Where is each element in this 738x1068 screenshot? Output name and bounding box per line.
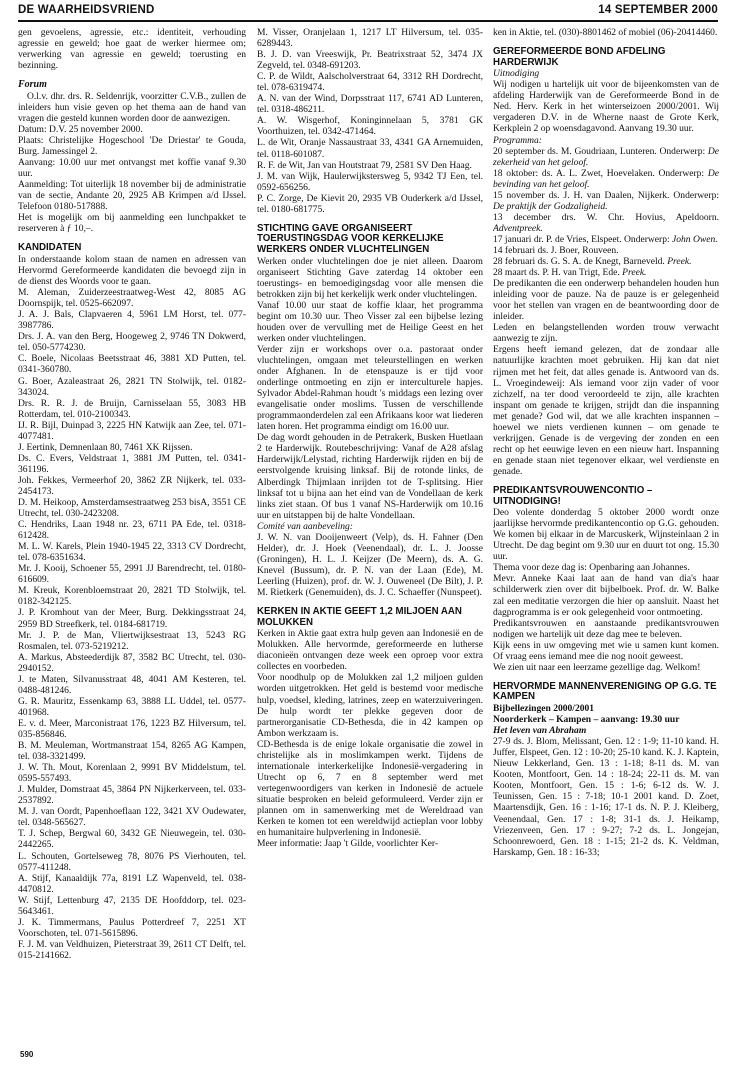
candidate-entry: E. v. d. Meer, Marconistraat 176, 1223 BZ Hilversum, tel. 035-856846.	[18, 717, 246, 740]
candidate-entry: J. K. Timmermans, Paulus Potterdreef 7, 2251 XT Voorschoten, tel. 071-5615896.	[18, 916, 246, 939]
candidate-entry: J. W. Th. Mout, Korenlaan 2, 9991 BV Middelstum, tel. 0595-557493.	[18, 762, 246, 785]
candidate-entry: J. P. Kromhout van der Meer, Burg. Dekkingsstraat 24, 2959 BD Streefkerk, tel. 0184-681719.	[18, 607, 246, 630]
article-paragraph: Leden en belangstellenden worden trouw verwacht aanwezig te zijn.	[493, 322, 719, 345]
candidate-entry: M. Visser, Oranjelaan 1, 1217 LT Hilversum, tel. 035-6289443.	[257, 27, 483, 50]
session-speaker: 20 september ds. M. Goudriaan, Lunteren. Onderwerp:	[493, 145, 708, 157]
session-topic: De zekerheid van het geloof.	[493, 145, 719, 168]
geref-intro: Wij nodigen u hartelijk uit voor de bijeenkomsten van de afdeling Harderwijk van de Gereformeerde Bond in de Ned. Herv. Kerk in het winterseizoen 2000/2001. Wij vergaderen D.V. in de Wherne naast de Grote Kerk, Kerkplein 2 op woensdagavond. Aanvang 19.30 uur.	[493, 79, 719, 135]
article-paragraph: Kijk eens in uw omgeving met wie u samen kunt komen. Of vraag eens iemand mee die nog nooit geweest.	[493, 639, 719, 662]
session-speaker: 17 januari dr. P. de Vries, Elspeet. Onderwerp:	[493, 233, 673, 245]
article-paragraph: Voor noodhulp op de Molukken zal 1,2 miljoen gulden worden uitgetrokken. Het geld is bestemd voor medische hulp, voedsel, kleding, latrines, zeep en waterzuiveringen. De hulp wordt ter plekke gegeven door de partnerorganisatie CD-Bethesda, die in 42 kampen op Ambon werkzaam is.	[257, 672, 483, 739]
session-speaker: 28 februari ds. G. S. A. de Knegt, Barneveld.	[493, 256, 668, 268]
session-topic: Adventpreek.	[493, 222, 543, 234]
candidate-entry: J. Mulder, Domstraat 45, 3864 PN Nijkerkerveen, tel. 033-2537892.	[18, 784, 246, 807]
event-detail-line: Plaats: Christelijke Hogeschool 'De Driestar' te Gouda, Burg. Jamessingel 2.	[18, 134, 246, 158]
candidate-entry: C. P. de Wildt, Aalscholverstraat 64, 3312 RH Dordrecht, tel. 078-6319474.	[257, 71, 483, 94]
article-paragraph: We zien uit naar een leerzame gezellige dag. Welkom!	[493, 661, 701, 673]
candidate-entry: Mr. J. P. de Man, Vliertwijksestraat 13, 5243 RG Rosmalen, tel. 073-5219212.	[18, 629, 246, 652]
candidate-list	[18, 287, 246, 961]
candidate-entry: G. R. Mauritz, Essenkamp 63, 3888 LL Uddel, tel. 0577-401968.	[18, 695, 246, 718]
geref-heading: GEREFORMEERDE BOND AFDELING HARDERWIJK	[493, 46, 666, 68]
candidate-entry: M. J. van Oordt, Papenhoeflaan 122, 3421 XV Oudewater, tel. 0348-565627.	[18, 806, 246, 829]
candidate-entry: J. M. van Wijk, Haulerwijkstersweg 5, 9342 TJ Een, tel. 0592-656256.	[257, 170, 483, 193]
geref-subheading: Uitnodiging	[493, 68, 540, 80]
session-entry	[493, 168, 719, 190]
pred-heading: PREDIKANTSVROUWENCONTIO – UITNODIGING!	[493, 484, 653, 507]
candidate-entry: W. Stijf, Lettenburg 47, 2135 DE Hoofddorp, tel. 023-5643461.	[18, 894, 246, 917]
comite-heading: Comité van aanbeveling:	[257, 520, 353, 532]
candidate-entry: C. Hendriks, Laan 1948 nr. 23, 6711 PA Ede, tel. 0318-612428.	[18, 519, 246, 542]
article-paragraph: Deo volente donderdag 5 oktober 2000 wordt onze jaarlijkse hervormde predikantencontio op G.G. gehouden. We komen bij elkaar in de Marcuskerk, Wijnsteinlaan 2 in Utrecht. De dag begint om 9.30 uur en duurt tot ong. 15.30 uur.	[493, 507, 719, 563]
geref-article	[493, 278, 719, 477]
candidate-entry: C. Boele, Nicolaas Beetsstraat 46, 3881 XD Putten, tel. 0341-360780.	[18, 353, 246, 376]
candidate-entry: Joh. Fekkes, Vermeerhof 20, 3862 ZR Nijkerk, tel. 033-2454173.	[18, 474, 246, 497]
intro-paragraph: gen gevoelens, agressie, etc.: identiteit, verhouding agressie en geweld; hoe gaat de werker hiermee om; verwerking van agressie en geweld; toerusting en bezinning.	[18, 27, 246, 72]
article-paragraph: Kerken in Aktie gaat extra hulp geven aan Indonesië en de Molukken. Alle hervormde, gereformeerde en lutherse diaconieën ontvangen deze week een oproep voor extra collectes en voorbeden.	[257, 628, 483, 673]
session-speaker: 15 november ds. J. H. van Daalen, Nijkerk. Onderwerp:	[493, 189, 719, 201]
programma-label: Programma:	[493, 134, 542, 146]
column-3	[493, 27, 719, 1047]
candidate-entry: B. M. Meuleman, Wortmanstraat 154, 8265 AG Kampen, tel. 038-3321499.	[18, 740, 246, 763]
article-paragraph: Ergens heeft iemand gelezen, dat de zondaar alle natuurlijke krachten moet gebruiken. Hij kan dat niet rijmen met het feit, dat alles genade is. Antwoord van ds. L. Vroegindeweij: Als iemand voor zijn vader of voor zichzelf, na ter dood veroordeeld te zijn, alle krachten inspant om genade te krijgen, strijdt dan die inspanning met genade? God wil, dat we alle krachten inspannen – hoewel we niets verdienen kunnen – om genade te verkrijgen. Genade is de vergeving der zonden en een recht op het eeuwige leven en een nieuw hart. Inspanning en genade staan niet tegenover elkaar, wel verdienste en genade.	[493, 344, 719, 477]
forum-heading: Forum	[18, 79, 47, 91]
article-paragraph: Werken onder vluchtelingen doe je niet alleen. Daarom organiseert Stichting Gave zaterdag 14 oktober een toerustings- en bemoedigingsdag voor alle mensen die betrokken zijn bij het kerkelijk werk onder vluchtelingen.	[257, 255, 483, 300]
candidate-entry: M. Kreuk, Korenbloemstraat 20, 2821 TD Stolwijk, tel. 0182-342125.	[18, 585, 246, 608]
candidate-entry: T. J. Schep, Bergwal 60, 3432 GE Nieuwegein, tel. 030-2442265.	[18, 828, 246, 851]
session-speaker: 28 maart ds. P. H. van Trigt, Ede.	[493, 267, 623, 279]
candidate-entry: J. te Maten, Silvanusstraat 48, 4041 AM Kesteren, tel. 0488-481246.	[18, 673, 246, 696]
session-list	[493, 146, 719, 279]
session-entry	[493, 234, 719, 245]
continuation-paragraph: ken in Aktie, tel. (030)-8801462 of mobiel (06)-20414460.	[493, 27, 718, 38]
candidate-entry: J. A. J. Bals, Clapvaeren 4, 5961 LM Horst, tel. 077-3987786.	[18, 309, 246, 332]
candidate-entry: A. N. van der Wind, Dorpsstraat 117, 6741 AD Lunteren, tel. 0318-486211.	[257, 93, 483, 116]
article-paragraph: Verder zijn er workshops over o.a. pastoraat onder vluchtelingen, omgaan met teleurstellingen en werken onder Afghanen. In de etenspauze is er tijd voor onderlinge ontmoeting en zijn er interculturele hapjes. Sylvador Abdel-Rahman houdt 's middags een lezing over evangelisatie onder moslims. Tussen de verschillende programmaonderdelen zal een Afrikaans koor wat liederen laten horen. Het programma eindigt om 16.00 uur.	[257, 343, 483, 433]
session-speaker: 13 december drs. W. Chr. Hovius, Apeldoorn.	[493, 211, 719, 223]
candidate-entry: D. M. Heikoop, Amsterdamsestraatweg 253 bisA, 3551 CE Utrecht, tel. 030-2423208.	[18, 497, 246, 520]
forum-paragraph: O.l.v. dhr. drs. R. Seldenrijk, voorzitter C.V.B., zullen de inleiders hun visie geven op het thema aan de hand van vragen die gesteld kunnen worden door de aanwezigen.	[18, 90, 246, 124]
article-paragraph: CD-Bethesda is de enige lokale organisatie die zowel in christelijke als in moslimkampen werkt. Tijdens de internationale interkerkelijke Indonesië-vergadering in Utrecht op 6, 7 en 8 september werd met vertegenwoordigers van kerken in Indonesië de actuele situatie besproken en beleid geformuleerd. Verder zijn er plannen om in samenwerking met de Wereldraad van Kerken te komen tot een wereldwijd actieplan voor lobby en humanitaire hulpverlening in Indonesië.	[257, 738, 483, 839]
session-entry	[493, 267, 719, 278]
session-topic: Preek.	[667, 256, 692, 268]
candidate-list-continued	[257, 27, 483, 215]
mannen-subheading-2: Noorderkerk – Kampen – aanvang: 19.30 uur	[493, 714, 680, 726]
comite-paragraph: J. W. N. van Dooijenweert (Velp), ds. H. Fahner (Den Helder), dr. J. Hoek (Veenendaal), dr. L. J. Joosse (Groningen), H. L. J. Keijzer (De Meern), ds. A. G. Knevel (Bussum), dr. P. N. van der Laan (Ede), M. Leerling (Huizen), prof. dr. W. J. Ouweneel (De Bilt), J. P. M. Rietkerk (Genemuiden), ds. J. C. Schaeffer (Nunspeet).	[257, 531, 483, 598]
candidate-entry: B. J. D. van Vreeswijk, Pr. Beatrixstraat 52, 3474 JX Zegveld, tel. 0348-691203.	[257, 49, 483, 72]
candidate-entry: Ds. C. Evers, Veldstraat 1, 3881 JM Putten, tel. 0341-361196.	[18, 452, 246, 475]
pred-article	[493, 507, 719, 673]
page-number: 590	[20, 1050, 34, 1059]
article-paragraph: Thema voor deze dag is: Openbaring aan Johannes.	[493, 562, 690, 574]
event-detail-line: Aanvang: 10.00 uur met ontvangst met koffie vanaf 9.30 uur.	[18, 157, 246, 180]
mannen-schedule: 27-9 ds. J. Blom, Melissant, Gen. 12 : 1-9; 11-10 kand. H. Juffer, Elspeet, Gen. 12 : 10-20; 25-10 kand. K. J. Kaptein, Nieuw Lekkerland, Gen. 13 : 1-18; 8-11 ds. M. van Kooten, Montfoort, Gen. 14 : 18-24; 22-11 ds. M. van Kooten, Montfoort, Gen. 15 : 1-6; 6-12 ds. W. J. Teunissen, Gen. 15 : 7-18; 10-1 2001 kand. D. Zoet, Maartensdijk, Gen. 16 : 1-16; 17-1 ds. N. P. J. Kleiberg, Veenendaal, Gen. 17 : 1-8; 31-1 ds. J. Heikamp, Vriezenveen, Gen. 17 : 9-27; 7-2 ds. L. Jongejan, Schoonrewoerd, Gen. 18 : 1-15; 21-2 ds. K. Veldman, Harskamp, Gen. 18 : 16-33;	[493, 736, 719, 858]
candidate-entry: P. C. Zorge, De Kievit 20, 2935 VB Ouderkerk a/d IJssel, tel. 0180-681775.	[257, 192, 483, 215]
article-paragraph: Meer informatie: Jaap 't Gilde, voorlichter Ker-	[257, 838, 438, 850]
candidate-entry: A. Markus, Absteederdijk 87, 3582 BC Utrecht, tel. 030-2940152.	[18, 651, 246, 674]
session-topic: De praktijk der Godzaligheid.	[493, 200, 608, 212]
candidate-entry: IJ. R. Bijl, Duinpad 3, 2225 HN Katwijk aan Zee, tel. 071-4077481.	[18, 419, 246, 442]
event-detail-line: Het is mogelijk om bij aanmelding een lunchpakket te reserveren à ƒ 10,–.	[18, 212, 246, 235]
candidate-entry: L. de Wit, Oranje Nassaustraat 33, 4341 GA Arnemuiden, tel. 0118-601087.	[257, 137, 483, 160]
candidate-entry: M. Aleman, Zuiderzeestraatweg-West 42, 8085 AG Doornspijk, tel. 0525-662097.	[18, 287, 246, 310]
session-entry	[493, 256, 719, 267]
column-2	[257, 27, 483, 1047]
kandidaten-intro: In onderstaande kolom staan de namen en adressen van Hervormd Gereformeerde kandidaten die bevoegd zijn in de dienst des Woords voor te gaan.	[18, 253, 246, 288]
session-speaker: 14 februari ds. J. Boer, Rouveen.	[493, 244, 619, 256]
stichting-article	[257, 256, 483, 521]
candidate-entry: Drs. J. A. van den Berg, Hoogeweg 2, 9746 TN Dokwerd, tel. 050-5774230.	[18, 331, 246, 354]
session-entry	[493, 190, 719, 212]
session-topic: John Owen.	[672, 233, 718, 245]
session-entry	[493, 245, 719, 256]
candidate-entry: J. Eertink, Demnenlaan 80, 7461 XK Rijssen.	[18, 441, 193, 453]
session-entry	[493, 146, 719, 168]
masthead	[18, 4, 718, 22]
kerken-heading: KERKEN IN AKTIE GEEFT 1,2 MILJOEN AAN MOLUKKEN	[257, 606, 462, 628]
article-paragraph: Vanaf 10.00 uur staat de koffie klaar, het programma begint om 10.30 uur. Theo Visser zal een bijbelse lezing houden over de vervulling met de Heilige Geest en het werken onder vluchtelingen.	[257, 299, 483, 344]
mannen-theme: Het leven van Abraham	[493, 725, 587, 737]
candidate-entry: F. J. M. van Veldhuizen, Pieterstraat 39, 2611 CT Delft, tel. 015-2141662.	[18, 938, 246, 961]
candidate-entry: L. Schouten, Gortelseweg 78, 8076 PS Vierhouten, tel. 0577-411248.	[18, 850, 246, 873]
stichting-heading: STICHTING GAVE ORGANISEERT TOERUSTINGSDAG VOOR KERKELIJKE WERKERS ONDER VLUCHTELINGEN	[257, 222, 444, 255]
event-detail-line: Datum: D.V. 25 november 2000.	[18, 123, 143, 135]
article-paragraph: Predikantsvrouwen en aanstaande predikantsvrouwen nodigen we hartelijk uit deze dag mee te beleven.	[493, 617, 719, 640]
session-entry	[493, 212, 719, 234]
candidate-entry: M. L. W. Karels, Plein 1940-1945 22, 3313 CV Dordrecht, tel. 078-6351634.	[18, 541, 246, 564]
publication-title: DE WAARHEIDSVRIEND	[18, 4, 155, 16]
article-paragraph: Mevr. Anneke Kaai laat aan de hand van dia's haar schilderwerk zien over dit bijbelboek. Prof. dr. W. Balke zal een meditatie verzorgen die hier op aansluit. Naast het dagprogramma is er ook gelegenheid voor ontmoeting.	[493, 573, 719, 618]
session-topic: Preek.	[622, 267, 647, 279]
column-1	[18, 27, 246, 1047]
candidate-entry: Mr. J. Kooij, Schoener 55, 2991 JJ Barendrecht, tel. 0180-616609.	[18, 563, 246, 586]
event-details	[18, 124, 246, 234]
issue-date: 14 SEPTEMBER 2000	[598, 4, 718, 16]
article-paragraph: De predikanten die een onderwerp behandelen houden hun inleiding voor de pauze. Na de pauze is er gelegenheid voor het stellen van vragen en de beantwoording door de inleider.	[493, 278, 719, 323]
kerken-article	[257, 628, 483, 849]
event-detail-line: Aanmelding: Tot uiterlijk 18 november bij de administratie van de sectie, Andante 20, 2925 AB Krimpen a/d IJssel. Telefoon 0180-517888.	[18, 179, 246, 213]
mannen-subheading: Bijbellezingen 2000/2001	[493, 703, 595, 715]
session-topic: De bevinding van het geloof.	[493, 167, 719, 190]
candidate-entry: R. F. de Wit, Jan van Houtstraat 79, 2581 SV Den Haag.	[257, 159, 472, 171]
candidate-entry: A. W. Wisgerhof, Koninginnelaan 5, 3781 GK Voorthuizen, tel. 0342-471464.	[257, 115, 483, 138]
kandidaten-heading: KANDIDATEN	[18, 242, 82, 254]
candidate-entry: A. Stijf, Kanaaldijk 77a, 8191 LZ Wapenveld, tel. 038-4470812.	[18, 872, 246, 895]
mannen-heading: HERVORMDE MANNENVERENIGING OP G.G. TE KAMPEN	[493, 680, 717, 703]
session-speaker: 18 oktober: ds. A. L. Zwet, Hoevelaken. Onderwerp:	[493, 167, 708, 179]
candidate-entry: G. Boer, Azaleastraat 26, 2821 TN Stolwijk, tel. 0182-343024.	[18, 375, 246, 398]
candidate-entry: Drs. R. R. J. de Bruijn, Carnisselaan 55, 3083 HB Rotterdam, tel. 010-2100343.	[18, 397, 246, 420]
article-paragraph: De dag wordt gehouden in de Petrakerk, Busken Huetlaan 2 te Harderwijk. Routebeschrijving: Vanaf de A28 afslag Harderwijk/Lelystad, richting Harderwijk rijden en bij de eerstvolgende kruising linksaf. Bij de rotonde links, de Alberdingk Thijmlaan inrijden tot de T-splitsing. Hier linksaf tot u bijna aan het eind van de Vondellaan de kerk links ziet staan. Of bus 1 vanaf NS-Harderwijk om 10.16 uur en uitstappen bij de halte Vondellaan.	[257, 432, 483, 521]
